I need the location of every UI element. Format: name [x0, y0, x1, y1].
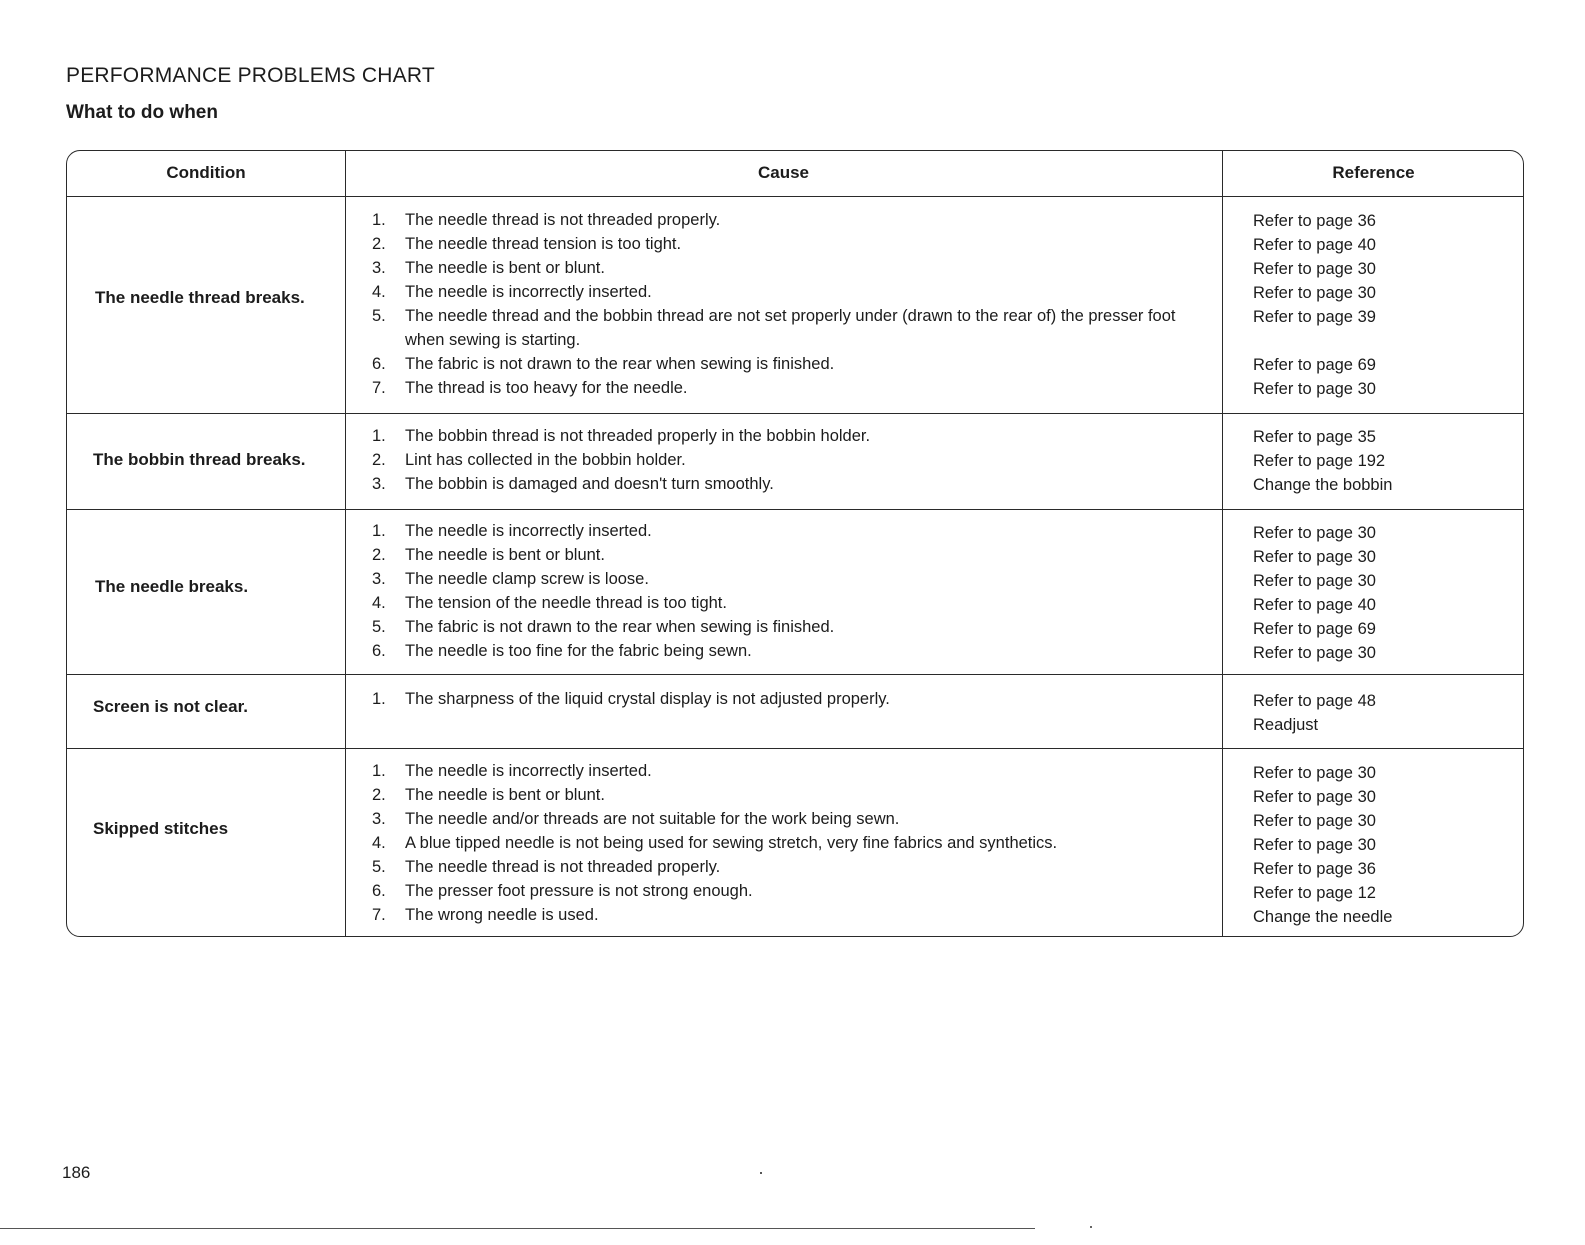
- cause-item: 1. The sharpness of the liquid crystal display is not adjusted properly.: [372, 690, 890, 708]
- reference-item: Refer to page 30: [1253, 644, 1376, 662]
- cause-item: 2. The needle is bent or blunt.: [372, 546, 605, 564]
- cause-list: [372, 424, 1212, 496]
- reference-list: [1253, 689, 1513, 737]
- cause-item: 3. The bobbin is damaged and doesn't turn smoothly.: [372, 475, 774, 493]
- scan-speck: [1090, 1226, 1092, 1228]
- reference-item: Refer to page 30: [1253, 788, 1376, 806]
- reference-item: Readjust: [1253, 716, 1319, 734]
- cause-item: 2. The needle thread tension is too tight.: [372, 235, 682, 253]
- reference-item: Refer to page 30: [1253, 548, 1376, 566]
- reference-item: Refer to page 30: [1253, 836, 1376, 854]
- cause-item: 5. The fabric is not drawn to the rear when sewing is finished.: [372, 618, 835, 636]
- reference-item: Change the needle: [1253, 908, 1393, 926]
- reference-item: Refer to page 12: [1253, 884, 1376, 902]
- header-condition: Condition: [166, 163, 246, 182]
- reference-item: Refer to page 48: [1253, 692, 1376, 710]
- reference-item: Refer to page 30: [1253, 260, 1376, 278]
- reference-item: Refer to page 30: [1253, 524, 1376, 542]
- reference-item: Refer to page 30: [1253, 284, 1376, 302]
- reference-item: Refer to page 30: [1253, 380, 1376, 398]
- column-divider: [345, 151, 346, 936]
- cause-item: 3. The needle and/or threads are not suitable for the work being sewn.: [372, 810, 900, 828]
- cause-item: 2. Lint has collected in the bobbin holder.: [372, 451, 686, 469]
- cause-item: 3. The needle clamp screw is loose.: [372, 570, 649, 588]
- reference-list: [1253, 761, 1513, 929]
- reference-item: Refer to page 30: [1253, 764, 1376, 782]
- condition-cell: The needle thread breaks.: [95, 288, 305, 307]
- cause-item: 4. The needle is incorrectly inserted.: [372, 283, 652, 301]
- row-divider: [67, 748, 1523, 749]
- cause-item: 1. The needle thread is not threaded properly.: [372, 211, 721, 229]
- cause-item: 5. The needle thread and the bobbin thread are not set properly under (drawn to the rear of) the presser foot when sewing is starting.: [372, 307, 1176, 349]
- reference-item: Refer to page 39: [1253, 308, 1376, 326]
- cause-item: 2. The needle is bent or blunt.: [372, 786, 605, 804]
- reference-item: [1253, 329, 1513, 353]
- cause-item: 3. The needle is bent or blunt.: [372, 259, 605, 277]
- reference-item: Refer to page 35: [1253, 428, 1376, 446]
- condition-cell: The bobbin thread breaks.: [93, 450, 306, 469]
- header-divider: [67, 196, 1523, 197]
- page-title: PERFORMANCE PROBLEMS CHART: [66, 64, 435, 87]
- reference-item: Refer to page 69: [1253, 356, 1376, 374]
- page-number: 186: [62, 1163, 91, 1182]
- cause-item: 7. The thread is too heavy for the needle.: [372, 379, 688, 397]
- reference-item: Refer to page 40: [1253, 596, 1376, 614]
- cause-list: [372, 208, 1212, 400]
- cause-list: [372, 759, 1212, 927]
- cause-item: 4. The tension of the needle thread is too tight.: [372, 594, 727, 612]
- condition-cell: Skipped stitches: [93, 819, 229, 838]
- page-edge-line: [0, 1228, 1035, 1229]
- reference-item: Refer to page 36: [1253, 860, 1376, 878]
- scan-speck: [760, 1172, 762, 1174]
- cause-item: 6. The needle is too fine for the fabric being sewn.: [372, 642, 752, 660]
- reference-list: [1253, 425, 1513, 497]
- header-cause: Cause: [757, 163, 810, 182]
- reference-list: [1253, 209, 1513, 401]
- reference-item: Refer to page 30: [1253, 812, 1376, 830]
- cause-list: [372, 687, 1212, 711]
- reference-list: [1253, 521, 1513, 665]
- reference-item: Refer to page 69: [1253, 620, 1376, 638]
- cause-item: 5. The needle thread is not threaded properly.: [372, 858, 721, 876]
- cause-list: [372, 519, 1212, 663]
- reference-item: Refer to page 30: [1253, 572, 1376, 590]
- cause-item: 4. A blue tipped needle is not being used for sewing stretch, very fine fabrics and synthetics.: [372, 834, 1058, 852]
- reference-item: Refer to page 36: [1253, 212, 1376, 230]
- header-reference: Reference: [1332, 163, 1415, 182]
- cause-item: 6. The fabric is not drawn to the rear when sewing is finished.: [372, 355, 835, 373]
- cause-item: 7. The wrong needle is used.: [372, 906, 599, 924]
- performance-problems-table: [66, 150, 1524, 937]
- reference-item: Change the bobbin: [1253, 476, 1393, 494]
- cause-item: 1. The needle is incorrectly inserted.: [372, 522, 652, 540]
- row-divider: [67, 413, 1523, 414]
- column-divider: [1222, 151, 1223, 936]
- cause-item: 6. The presser foot pressure is not strong enough.: [372, 882, 753, 900]
- row-divider: [67, 509, 1523, 510]
- cause-item: 1. The needle is incorrectly inserted.: [372, 762, 652, 780]
- reference-item: Refer to page 192: [1253, 452, 1386, 470]
- reference-item: Refer to page 40: [1253, 236, 1376, 254]
- cause-item: 1. The bobbin thread is not threaded properly in the bobbin holder.: [372, 427, 871, 445]
- condition-cell: Screen is not clear.: [93, 697, 248, 716]
- page-subtitle: What to do when: [66, 102, 218, 123]
- condition-cell: The needle breaks.: [95, 577, 249, 596]
- row-divider: [67, 674, 1523, 675]
